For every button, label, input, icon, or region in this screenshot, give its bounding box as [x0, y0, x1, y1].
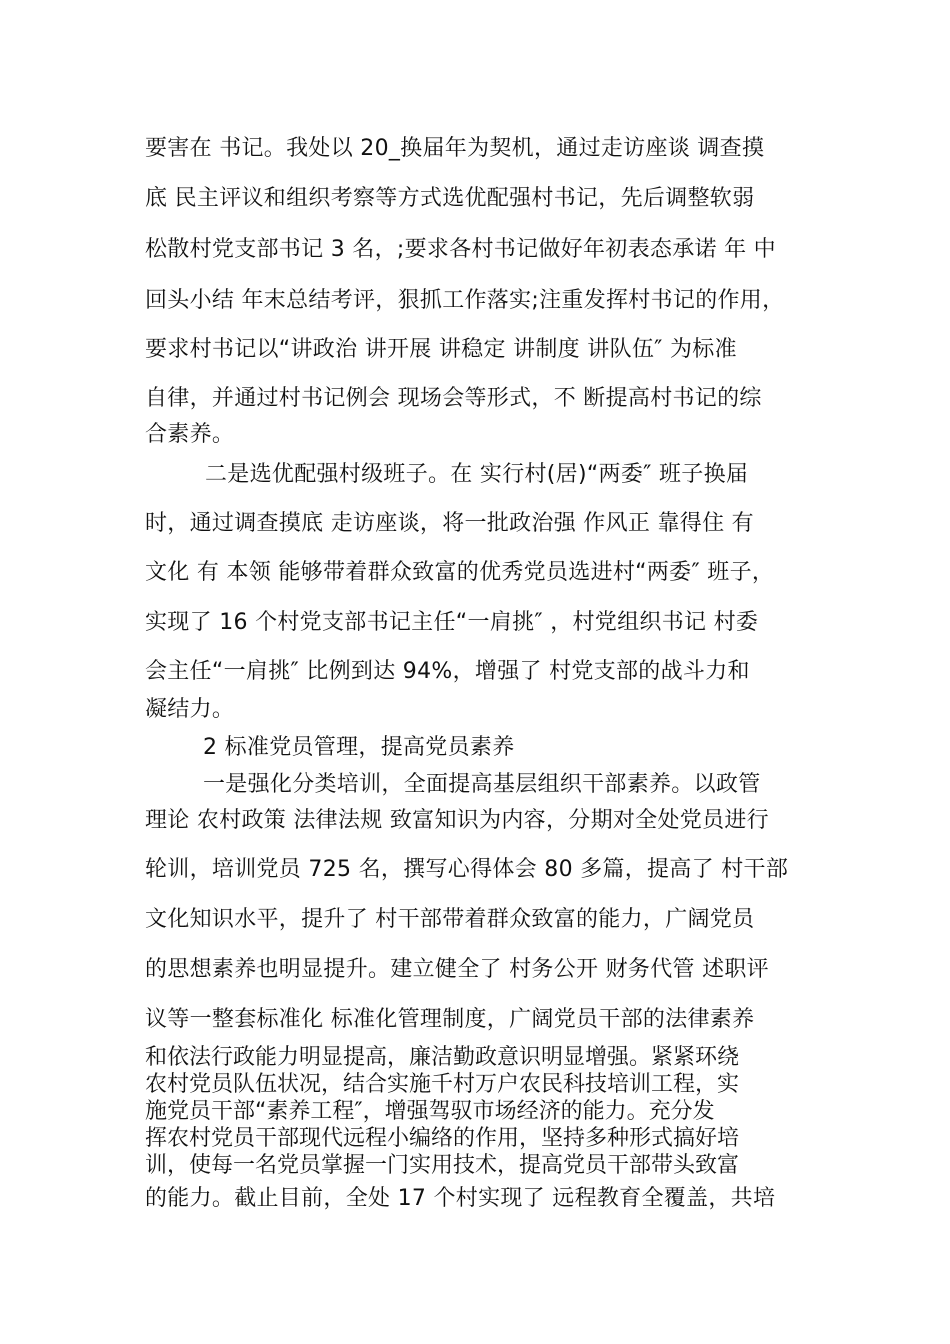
section-heading: 2 标准党员管理，提高党员素养	[203, 735, 515, 760]
text-line: 的思想素养也明显提升。建立健全了 村务公开 财务代管 述职评	[145, 957, 769, 982]
text-line: 议等一整套标准化 标准化管理制度，广阔党员干部的法律素养	[145, 1007, 755, 1032]
text-line: 合素养。	[145, 422, 235, 447]
text-line: 松散村党支部书记 3 名，;要求各村书记做好年初表态承诺 年 中	[145, 237, 776, 262]
text-line: 一是强化分类培训，全面提高基层组织干部素养。以政管	[203, 772, 761, 797]
text-line: 要害在 书记。我处以 20_换届年为契机，通过走访座谈 调查摸	[145, 136, 765, 161]
text-line: 文化知识水平，提升了 村干部带着群众致富的能力，广阔党员	[145, 907, 755, 932]
text-line: 挥农村党员干部现代远程小编络的作用，坚持多种形式搞好培	[145, 1126, 740, 1151]
text-line: 二是选优配强村级班子。在 实行村(居)“两委″ 班子换届	[205, 462, 749, 487]
text-line: 要求村书记以“讲政治 讲开展 讲稳定 讲制度 讲队伍″ 为标准	[145, 337, 737, 362]
text-line: 实现了 16 个村党支部书记主任“一肩挑″ ，村党组织书记 村委	[145, 610, 759, 635]
text-line: 自律，并通过村书记例会 现场会等形式，不 断提高村书记的综	[145, 386, 762, 411]
text-line: 凝结力。	[145, 697, 235, 722]
text-line: 时，通过调查摸底 走访座谈，将一批政治强 作风正 靠得住 有	[145, 511, 754, 536]
text-line: 农村党员队伍状况，结合实施千村万户农民科技培训工程，实	[145, 1072, 740, 1097]
text-line: 底 民主评议和组织考察等方式选优配强村书记，先后调整软弱	[145, 186, 755, 211]
text-line: 的能力。截止目前，全处 17 个村实现了 远程教育全覆盖，共培	[145, 1186, 776, 1211]
text-line: 文化 有 本领 能够带着群众致富的优秀党员选进村“两委″ 班子，	[145, 560, 775, 585]
text-line: 轮训，培训党员 725 名，撰写心得体会 80 多篇，提高了 村干部	[145, 857, 789, 882]
text-line: 训，使每一名党员掌握一门实用技术，提高党员干部带头致富	[145, 1153, 740, 1178]
text-line: 和依法行政能力明显提高，廉洁勤政意识明显增强。紧紧环绕	[145, 1045, 740, 1070]
text-line: 理论 农村政策 法律法规 致富知识为内容，分期对全处党员进行	[145, 808, 769, 833]
text-line: 回头小结 年末总结考评，狠抓工作落实;注重发挥村书记的作用，	[145, 288, 785, 313]
text-line: 施党员干部“素养工程″，增强驾驭市场经济的能力。充分发	[145, 1099, 715, 1124]
text-line: 会主任“一肩挑″ 比例到达 94%，增强了 村党支部的战斗力和	[145, 659, 750, 684]
